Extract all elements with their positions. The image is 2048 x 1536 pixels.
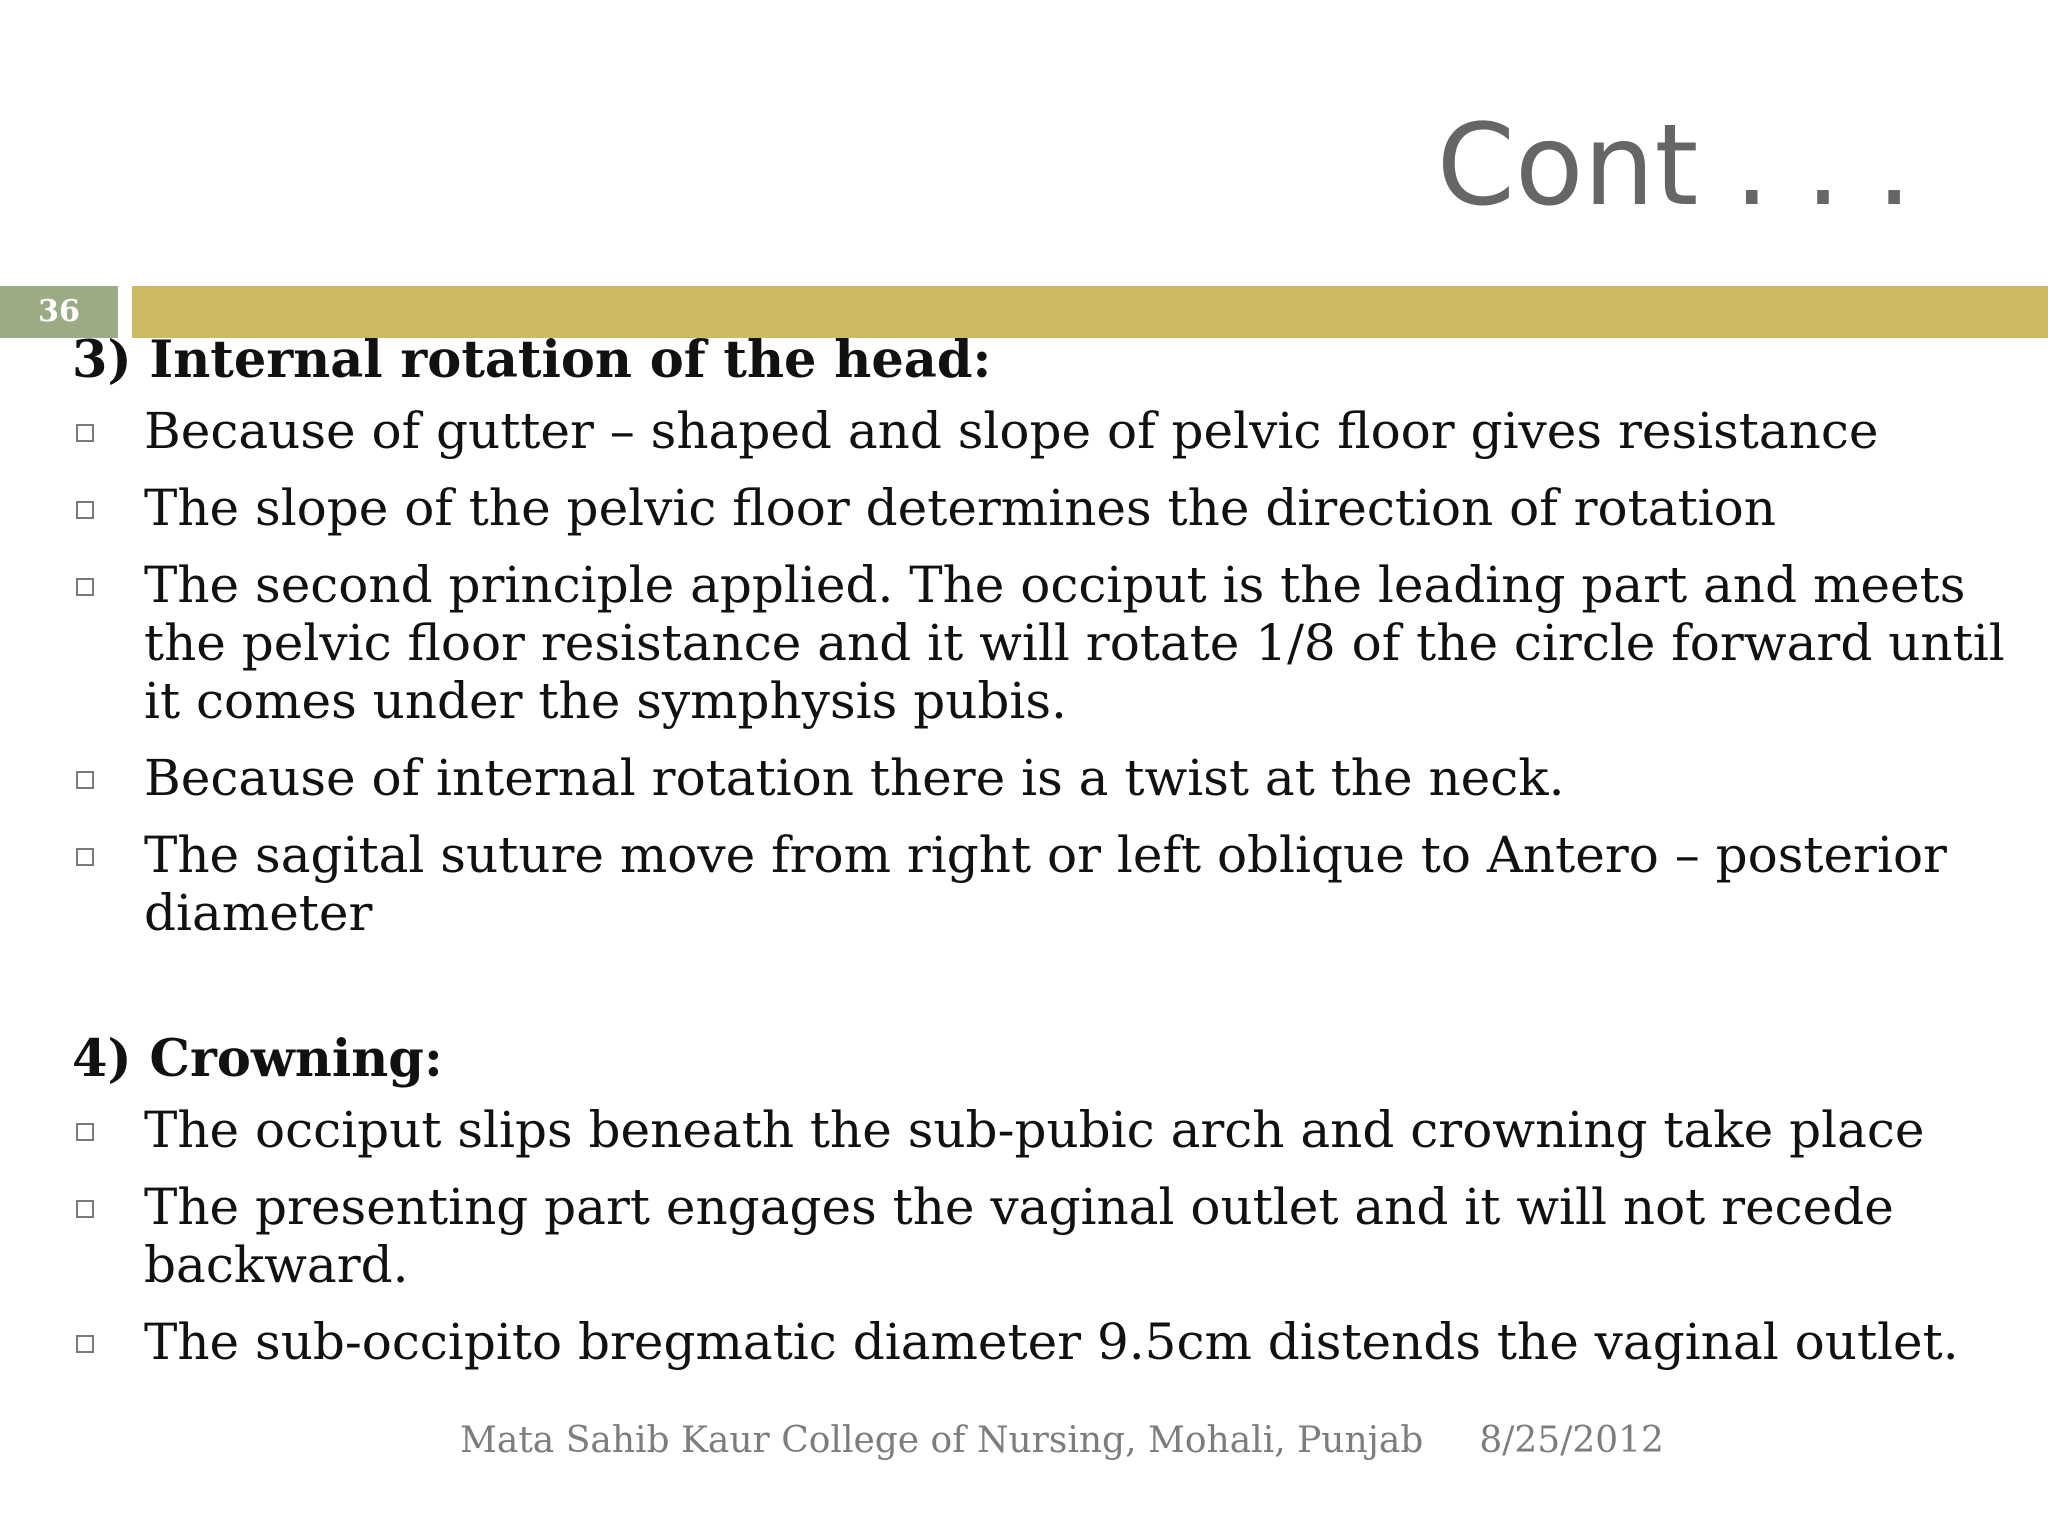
bullet-list-crowning: [72, 1101, 2012, 1371]
square-bullet-icon: [76, 771, 94, 789]
square-bullet-icon: [76, 424, 94, 442]
bullet-text: The sub-occipito bregmatic diameter 9.5cm distends the vaginal outlet.: [144, 1313, 1959, 1371]
bullet-item: [72, 1101, 2012, 1159]
bullet-text: The second principle applied. The occiput is the leading part and meets the pelvic floor resistance and it will rotate 1/8 of the circle forward until it comes under the symphysis pubis.: [144, 556, 2005, 730]
bullet-item: [72, 479, 2012, 537]
bullet-text: The sagital suture move from right or left oblique to Antero – posterior diameter: [144, 826, 1947, 942]
slide-number: 36: [0, 286, 118, 338]
bullet-item: [72, 826, 2012, 942]
square-bullet-icon: [76, 1335, 94, 1353]
section-heading-crowning: 4) Crowning:: [72, 1029, 443, 1089]
slide-title: Cont . . .: [1436, 101, 1912, 231]
bullet-item: [72, 1178, 2012, 1294]
bullet-text: The occiput slips beneath the sub-pubic arch and crowning take place: [144, 1101, 1925, 1159]
slide-content: [72, 326, 2012, 1390]
slide-footer: [460, 1420, 1664, 1461]
square-bullet-icon: [76, 501, 94, 519]
footer-date: 8/25/2012: [1479, 1420, 1664, 1461]
bullet-text: The presenting part engages the vaginal outlet and it will not recede backward.: [144, 1178, 1894, 1294]
section-heading-internal-rotation: 3) Internal rotation of the head:: [72, 330, 992, 390]
bullet-list-internal-rotation: [72, 402, 2012, 942]
footer-institution: Mata Sahib Kaur College of Nursing, Mohali, Punjab: [460, 1420, 1424, 1461]
bullet-text: The slope of the pelvic floor determines the direction of rotation: [144, 479, 1776, 537]
bullet-item: [72, 402, 2012, 460]
square-bullet-icon: [76, 1200, 94, 1218]
square-bullet-icon: [76, 1123, 94, 1141]
square-bullet-icon: [76, 848, 94, 866]
bullet-text: Because of gutter – shaped and slope of pelvic floor gives resistance: [144, 402, 1879, 460]
bullet-text: Because of internal rotation there is a twist at the neck.: [144, 749, 1565, 807]
section-spacer: [72, 961, 2012, 1025]
square-bullet-icon: [76, 578, 94, 596]
bullet-item: [72, 1313, 2012, 1371]
bullet-item: [72, 556, 2012, 730]
bullet-item: [72, 749, 2012, 807]
